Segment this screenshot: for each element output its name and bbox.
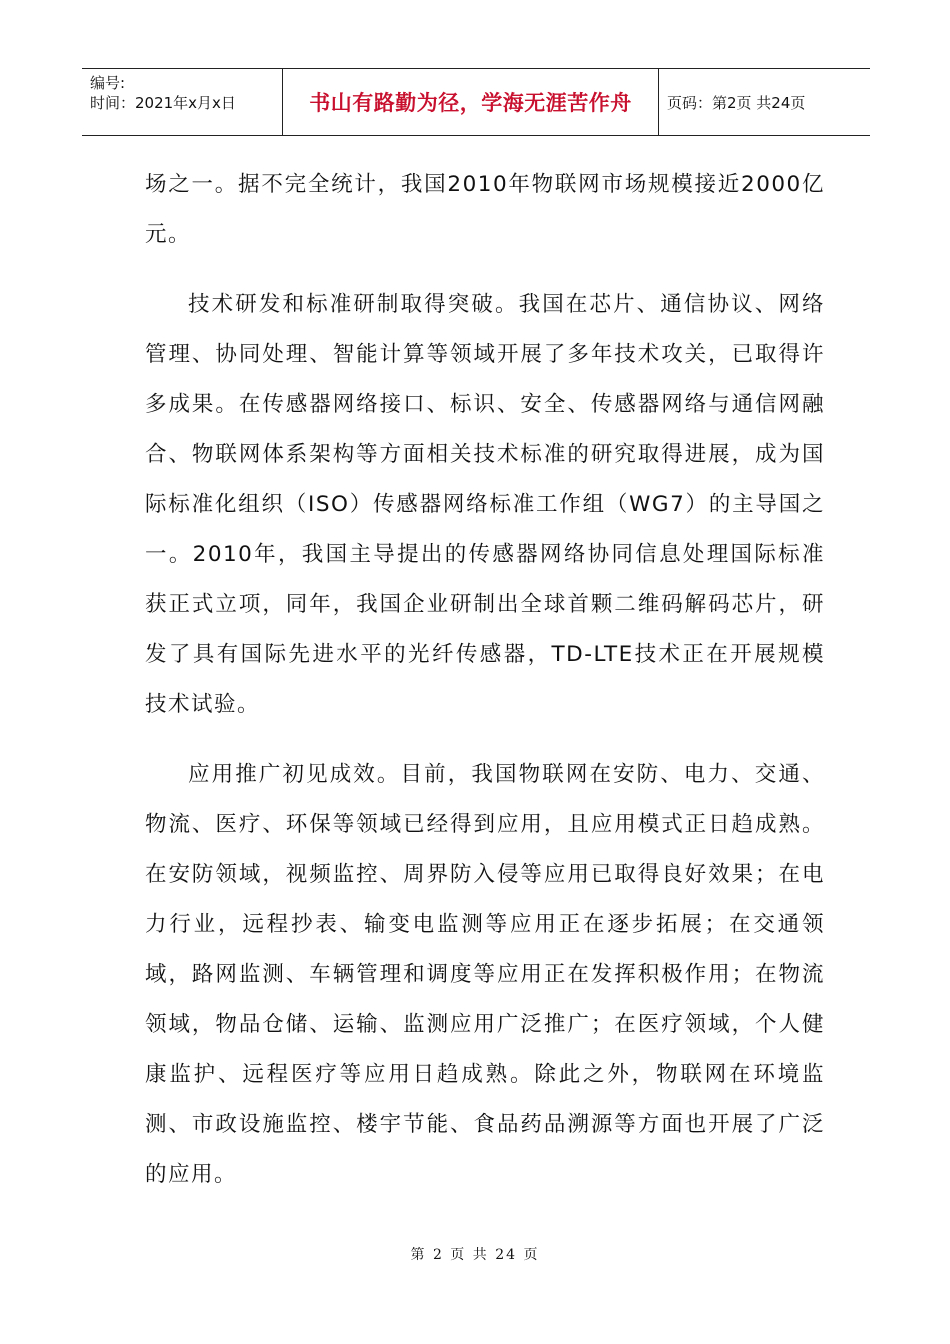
page-header [82, 68, 870, 136]
header-meta-cell [82, 69, 283, 135]
paragraph-continuation: 场之一。据不完全统计，我国2010年物联网市场规模接近2000亿元。 [145, 172, 825, 247]
header-motto: 书山有路勤为径，学海无涯苦作舟 [283, 69, 659, 135]
document-body [145, 160, 825, 1200]
page-footer: 第 2 页 共 24 页 [410, 1247, 540, 1263]
header-page-info: 页码：第2页 共24页 [667, 93, 806, 112]
document-date: 时间：2021年x月x日 [90, 94, 236, 112]
paragraph-tech-research: 技术研发和标准研制取得突破。我国在芯片、通信协议、网络管理、协同处理、智能计算等领域开展了多年技术攻关，已取得许多成果。在传感器网络接口、标识、安全、传感器网络与通信网融合、物联网体系架构等方面相关技术标准的研究取得进展，成为国际标准化组织（ISO）传感器网络标准工作组（WG7）的主导国之一。2010年，我国主导提出的传感器网络协同信息处理国际标准获正式立项，同年，我国企业研制出全球首颗二维码解码芯片，研发了具有国际先进水平的光纤传感器，TD-LTE技术正在开展规模技术试验。 [145, 292, 825, 717]
document-number-label: 编号: [90, 74, 126, 92]
paragraph-application: 应用推广初见成效。目前，我国物联网在安防、电力、交通、物流、医疗、环保等领域已经得到应用，且应用模式正日趋成熟。在安防领域，视频监控、周界防入侵等应用已取得良好效果；在电力行业，远程抄表、输变电监测等应用正在逐步拓展；在交通领域，路网监测、车辆管理和调度等应用正在发挥积极作用；在物流领域，物品仓储、运输、监测应用广泛推广；在医疗领域，个人健康监护、远程医疗等应用日趋成熟。除此之外，物联网在环境监测、市政设施监控、楼宇节能、食品药品溯源等方面也开展了广泛的应用。 [145, 762, 825, 1187]
